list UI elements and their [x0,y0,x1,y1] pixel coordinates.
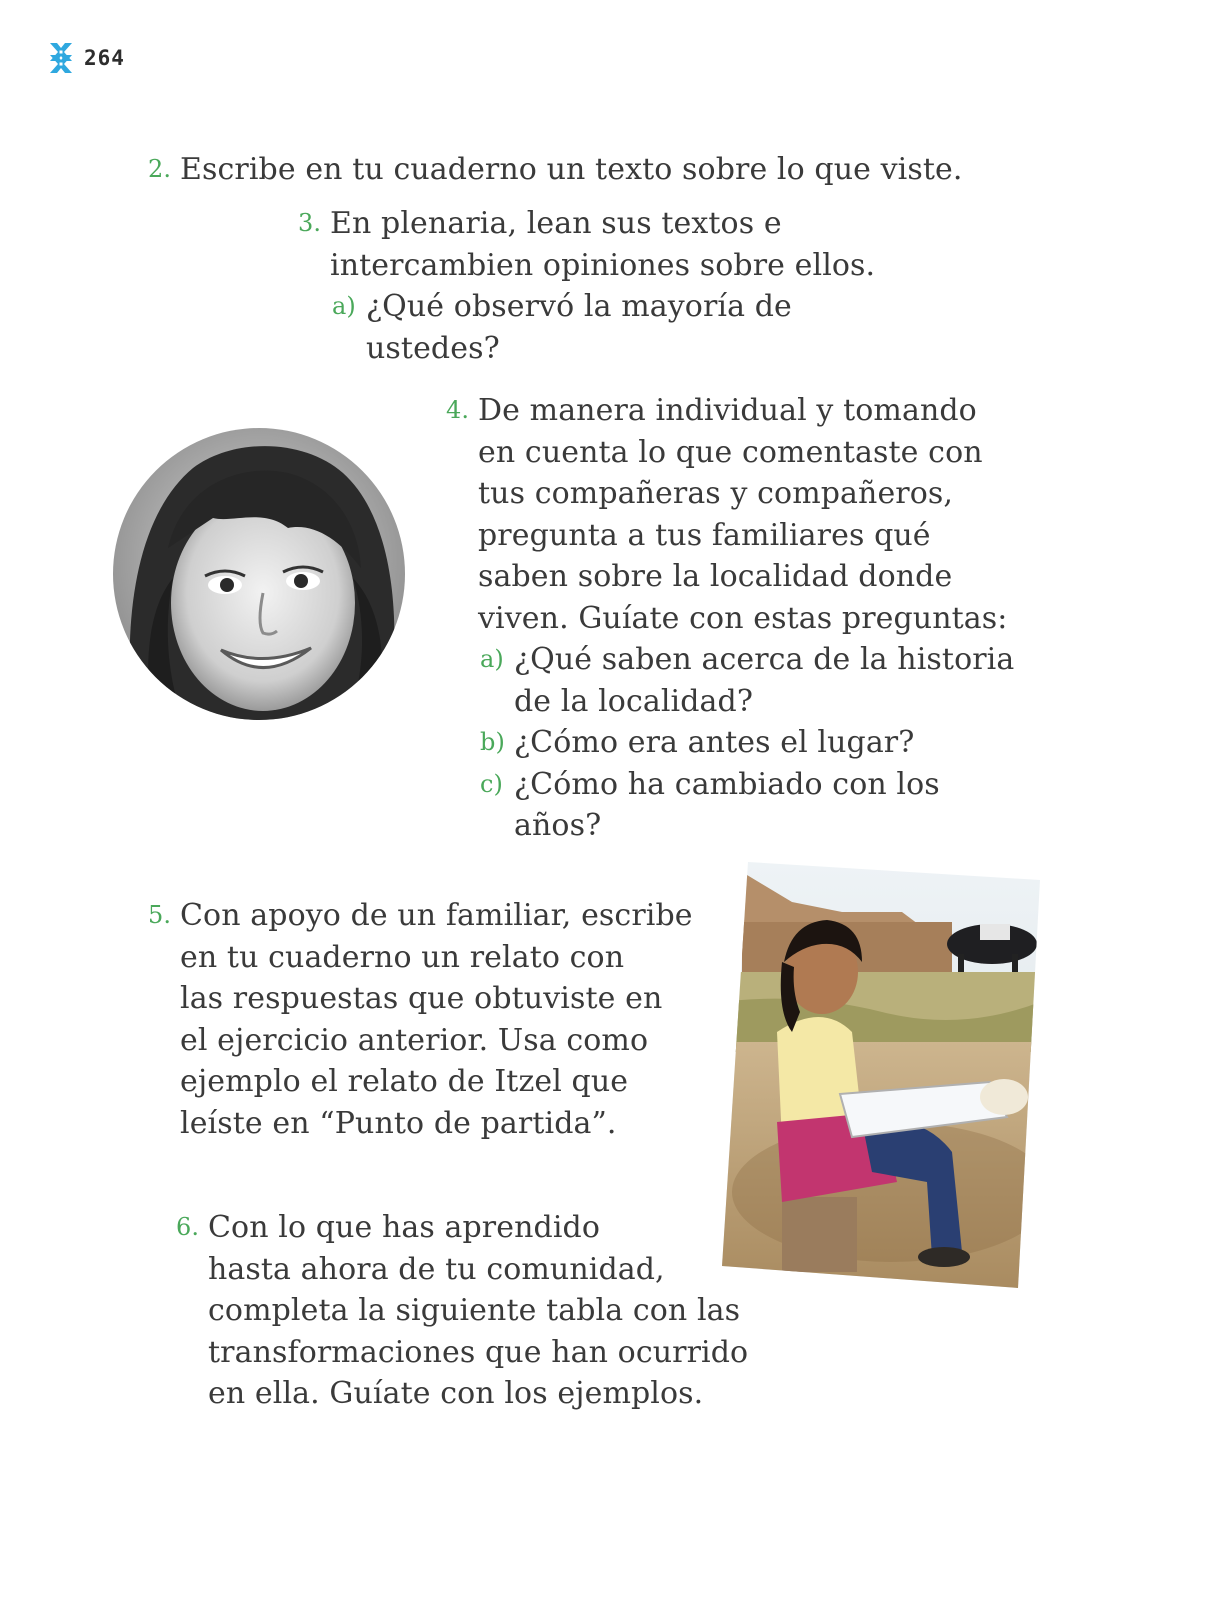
subitem-letter: a) [480,645,504,673]
item-text-line: saben sobre la localidad donde [478,559,953,594]
item-text-line: el ejercicio anterior. Usa como [180,1022,649,1058]
subitem-text-line: ¿Qué observó la mayoría de [366,289,792,324]
subitem-letter: c) [480,769,504,798]
activity-item-3 [298,203,918,369]
item-text-line: en cuenta lo que comentaste con [478,434,983,470]
item-text-line: las respuestas que obtuviste en [180,981,663,1016]
activity-item-5 [148,895,708,1144]
item-text-line: hasta ahora de tu comunidad, [208,1251,665,1287]
subitem-a [332,286,875,369]
subitem-text-line: de la localidad? [514,683,754,719]
item-text-line: en tu cuaderno un relato con [180,939,625,975]
subitem-text-line: ¿Cómo era antes el lugar? [514,725,915,760]
page-header [46,40,125,76]
subitem-text-line: ¿Cómo ha cambiado con los [514,766,940,802]
subitem-text-line: años? [514,808,602,843]
item-number: 6. [176,1213,200,1241]
portrait-image [113,428,405,720]
subitem-c [480,764,1014,847]
item-text-line: en ella. Guíate con los ejemplos. [208,1376,704,1411]
item-text-line: leíste en “Punto de partida”. [180,1105,617,1141]
item-text-line: ejemplo el relato de Itzel que [180,1064,629,1099]
subitem-letter: a) [332,292,356,320]
page-number: 264 [84,46,125,70]
item-text-line: viven. Guíate con estas preguntas: [478,600,1008,636]
item-text-line: Con lo que has aprendido [208,1210,600,1245]
subitem-text-line: ustedes? [366,330,500,366]
item-number: 4. [446,396,470,424]
subitem-b [480,722,1014,764]
subitem-a [480,639,1014,722]
item-text-line: De manera individual y tomando [478,393,977,428]
item-text-line: Con apoyo de un familiar, escribe [180,898,693,933]
girl-portrait-photo [113,428,405,720]
item-text-line: completa la siguiente tabla con las [208,1293,741,1328]
book-logo-icon [46,41,76,75]
activity-item-6 [176,1207,796,1415]
item-text-line: intercambien opiniones sobre ellos. [330,247,876,283]
item-text-line: transformaciones que han ocurrido [208,1334,749,1370]
activity-item-4 [446,390,1026,847]
item-number: 2. [148,155,172,183]
item-text-line: pregunta a tus familiares qué [478,517,931,553]
item-text-line: En plenaria, lean sus textos e [330,206,782,241]
activity-item-2 [148,149,1048,191]
item-number: 5. [148,901,172,929]
item-text-line: tus compañeras y compañeros, [478,476,954,511]
subitem-letter: b) [480,728,505,756]
subitem-text-line: ¿Qué saben acerca de la historia [514,642,1015,677]
item-number: 3. [298,209,322,237]
item-text: Escribe en tu cuaderno un texto sobre lo que viste. [180,152,963,187]
